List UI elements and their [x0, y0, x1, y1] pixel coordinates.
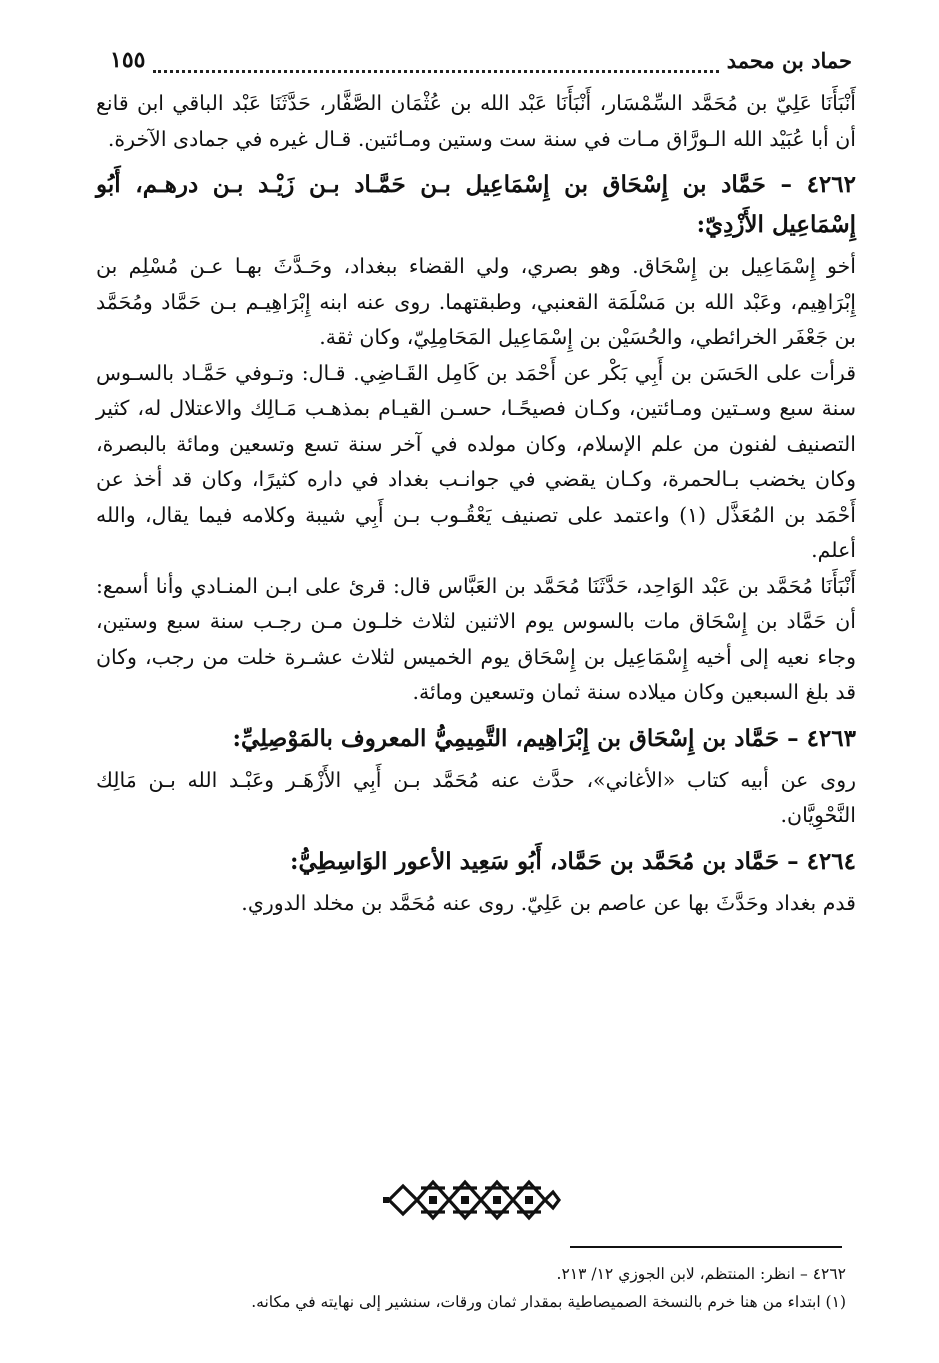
footnote-separator — [570, 1246, 842, 1248]
page-number: ١٥٥ — [110, 47, 146, 73]
entry-4262-paragraph-3: أَنْبَأَنَا مُحَمَّد بن عَبْد الوَاحِد، حَدَّثَنَا مُحَمَّد بن العَبَّاس قال: قرئ على ابـن المنـادي وأنا أسمع: أن حَمَّاد بن إِسْحَاق مات بالسوس يوم الاثنين لثلاث خلـون مـن رجـب سنة سبع وستين، وجاء نعيه إلى أخيه إِسْمَاعِيل بن إِسْحَاق يوم الخميس لثلاث عشـرة خلت من رجب، وكان قد بلغ السبعين وكان ميلاده سنة ثمان وتسعين ومائة. — [96, 573, 856, 704]
entry-4262-paragraph-1: أخو إِسْمَاعِيل بن إِسْحَاق. وهو بصري، ولي القضاء ببغداد، وحَـدَّثَ بهـا عـن مُسْلِم بن إِبْرَاهِيم، وعَبْد الله بن مَسْلَمَة القعنبي، وطبقتهما. روى عنه ابنه إِبْرَاهِيـم بـن حَمَّاد ومُحَمَّد بن جَعْفَر الخرائطي، والحُسَيْن بن إِسْمَاعِيل المَحَامِلِيّ، وكان ثقة. — [96, 254, 856, 349]
footnote-source: ٤٢٦٢ – انظر: المنتظم، لابن الجوزي ١٢/ ٢١٣. — [556, 1265, 846, 1283]
page-header — [110, 40, 852, 80]
section-ornament — [381, 1172, 561, 1228]
footnote-1: (١) ابتداء من هنا خرم بالنسخة الصميصاطية بمقدار ثمان ورقات، سنشير إلى نهايته في مكانه. — [251, 1293, 846, 1311]
entry-4264-paragraph-1: قدم بغداد وحَدَّثَ بها عن عاصم بن عَلِيّ. روى عنه مُحَمَّد بن مخلد الدوري. — [241, 890, 856, 915]
entry-4263-paragraph-1: روى عن أبيه كتاب «الأغاني»، حدَّث عنه مُحَمَّد بـن أَبِي الأَزْهَـر وعَبْـد الله بـن مَالِك النَّحْوِيَّان. — [96, 767, 856, 827]
entry-heading-4262: ٤٢٦٢ – حَمَّاد بن إِسْحَاق بن إِسْمَاعِيل بـن حَمَّـاد بـن زَيْـد بـن درهـم، أَبُو إِسْمَاعِيل الأَزْدِيّ: — [96, 171, 856, 238]
leader-dots — [153, 48, 718, 73]
entry-heading-4264: ٤٢٦٤ – حَمَّاد بن مُحَمَّد بن حَمَّاد، أَبُو سَعِيد الأعور الوَاسِطِيُّ: — [289, 847, 856, 875]
paragraph-continuation: أَنْبَأَنَا عَلِيّ بن مُحَمَّد السِّمْسَار، أَنْبَأَنَا عَبْد الله بن عُثْمَان الصَّفَّار، حَدَّثَنَا عَبْد الباقي ابن قانع أن أبا عُبَيْد الله الـورَّاق مـات في سنة ست وستين ومـائتين. قـال غيره في جمادى الآخرة. — [96, 91, 856, 151]
running-title: حماد بن محمد — [726, 47, 852, 73]
main-text — [96, 86, 856, 921]
entry-4262-paragraph-2: قرأت على الحَسَن بن أَبِي بَكْر عن أَحْمَد بن كَامِل القَـاضِي. قـال: وتـوفي حَمَّـاد بالسـوس سنة سبع وسـتين ومـائتين، وكـان فصيحًـا، حسـن القيـام بمذهـب مَـالِك والاعتلال له، كثير التصنيف لفنون من علم الإسلام، وكان مولده في آخر سنة تسع وتسعين ومائة بالبصرة، وكان يخضب بـالحمرة، وكـان يقضي في جوانـب بغداد في داره كثيرًا، وكان قد أخذ عن أَحْمَد بن المُعَذَّل (١) واعتمد على تصنيف يَعْقُـوب بـن أَبِي شيبة وكلامه فيما يقال، والله أعلم. — [96, 360, 856, 562]
entry-heading-4263: ٤٢٦٣ – حَمَّاد بن إِسْحَاق بن إِبْرَاهِيم، التَّمِيمِيُّ المعروف بالمَوْصِلِيِّ: — [232, 724, 856, 752]
